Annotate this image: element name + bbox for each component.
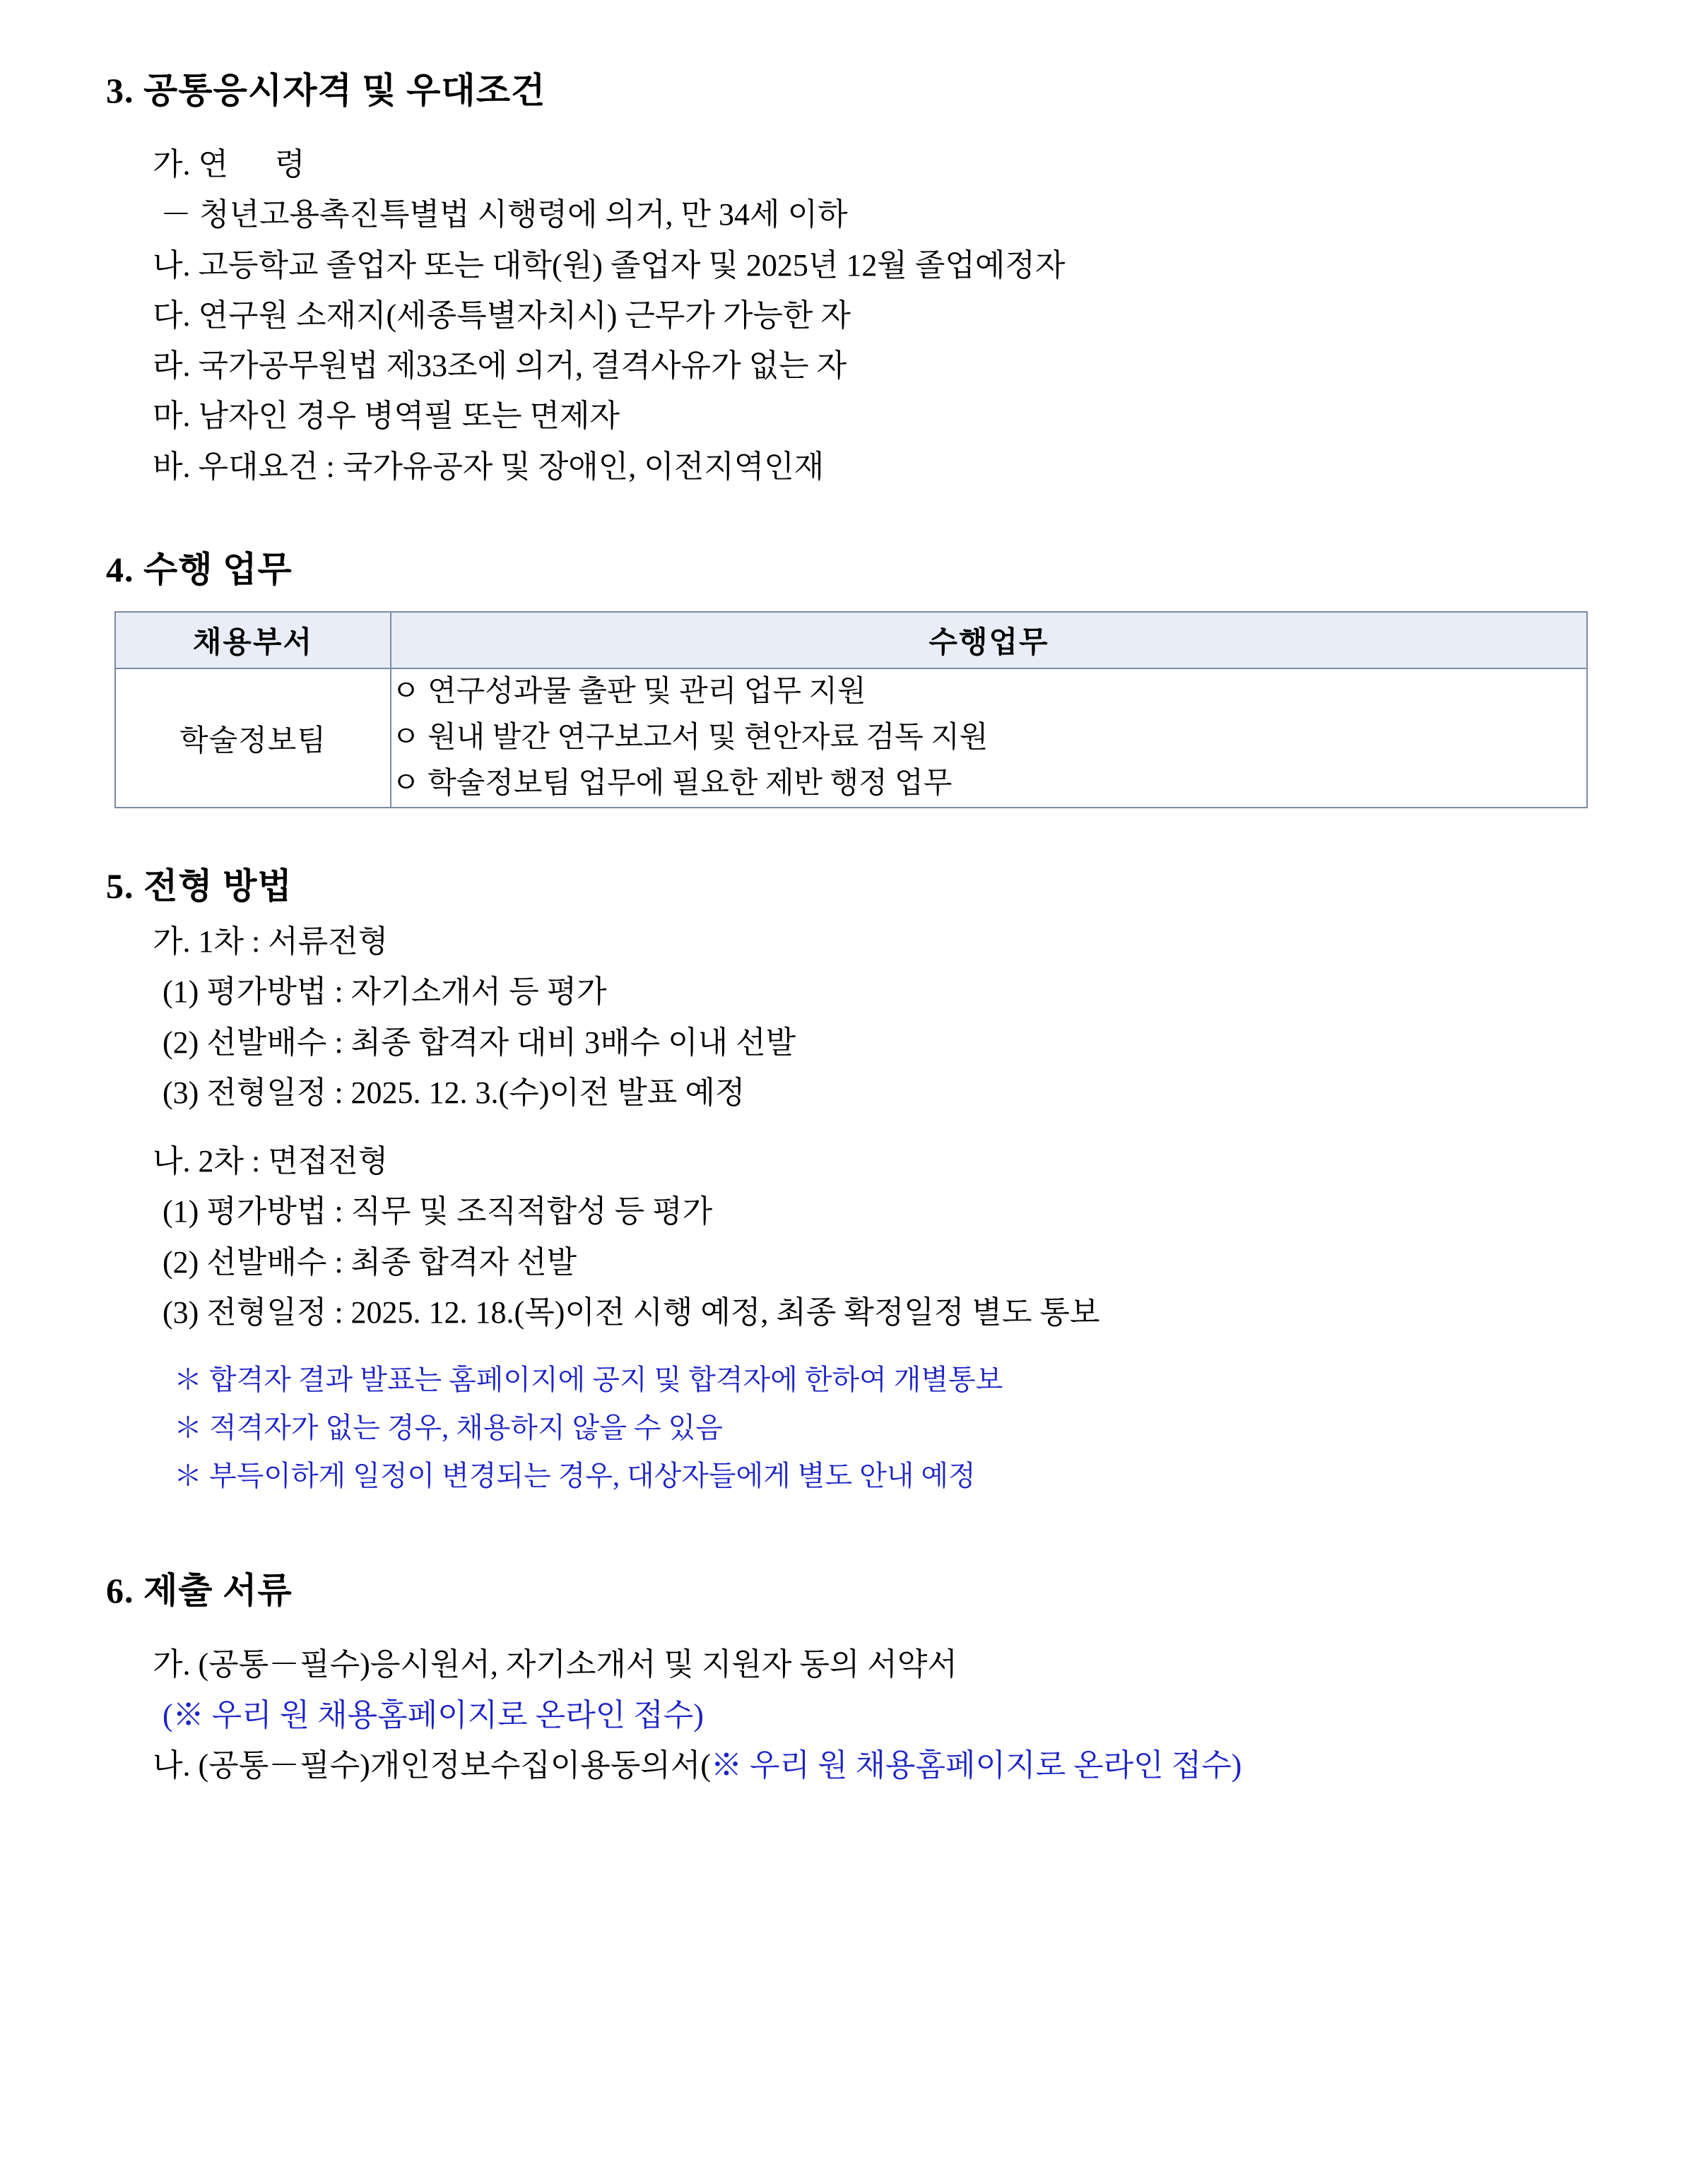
documents-line-3-blue: ※ 우리 원 채용홈페이지로 온라인 접수) [711,1747,1242,1783]
section-4-title: 수행 업무 [143,549,293,589]
section-3-item-2: 나. 고등학교 졸업자 또는 대학(원) 졸업자 및 2025년 12월 졸업예정자 [153,247,1066,283]
duty-item-2: ㅇ 학술정보팀 업무에 필요한 제반 행정 업무 [391,767,953,801]
spacer [106,121,1592,139]
duty-item-0: ㅇ 연구성과물 출판 및 관리 업무 지원 [391,675,866,708]
selection-note-2: ＊ 부득이하게 일정이 변경되는 경우, 대상자들에게 별도 안내 예정 [174,1460,976,1492]
table-header-row [115,612,1587,668]
section-3-title: 공통응시자격 및 우대조건 [143,71,546,110]
duty-item-1: ㅇ 원내 발간 연구보고서 및 현안자료 검독 지원 [391,721,989,754]
spacer [106,1118,1592,1136]
section-3-heading [106,68,1592,114]
section-3-number: 3. [106,71,134,110]
section-3-item-0: 가. 연 령 [153,147,305,182]
stage2-title: 나. 2차 : 면접전형 [153,1144,389,1179]
spacer [106,1621,1592,1639]
spacer [106,1338,1592,1356]
section-4 [106,547,1592,808]
table-header-duties: 수행업무 [391,612,1587,668]
documents-line-3 [106,1740,1592,1790]
section-6-heading [106,1568,1592,1614]
section-4-number: 4. [106,549,134,589]
section-3-item-4: 라. 국가공무원법 제33조에 의거, 결격사유가 없는 자 [153,348,847,384]
stage1-title: 가. 1차 : 서류전형 [153,924,389,960]
stage1-item-1: (2) 선발배수 : 최종 합격자 대비 3배수 이내 선발 [163,1025,796,1060]
section-5-number: 5. [106,866,134,907]
section-6-title: 제출 서류 [143,1571,293,1611]
section-5-heading [106,863,1592,909]
section-5-title: 전형 방법 [143,866,293,907]
stage2-item-1: (2) 선발배수 : 최종 합격자 선발 [163,1244,577,1280]
stage2-item-2: (3) 전형일정 : 2025. 12. 18.(목)이전 시행 예정, 최종 확정일정 별도 통보 [163,1295,1100,1330]
table-cell-duties [391,668,1587,808]
table-row [115,668,1587,808]
duty-table [114,611,1588,808]
section-3-item-3: 다. 연구원 소재지(세종특별자치시) 근무가 가능한 자 [153,297,851,333]
section-3-item-5: 마. 남자인 경우 병역필 또는 면제자 [153,399,620,434]
stage1-item-0: (1) 평가방법 : 자기소개서 등 평가 [163,974,607,1010]
documents-line-1: 가. (공통－필수)응시원서, 자기소개서 및 지원자 동의 서약서 [153,1647,957,1682]
table-header-department: 채용부서 [115,612,391,668]
selection-note-0: ＊ 합격자 결과 발표는 홈페이지에 공지 및 합격자에 한하여 개별통보 [174,1364,1003,1396]
section-3-item-1: － 청년고용촉진특별법 시행령에 의거, 만 34세 이하 [153,197,848,232]
spacer [106,492,1592,547]
documents-line-2: (※ 우리 원 채용홈페이지로 온라인 접수) [163,1697,704,1733]
documents-line-3-prefix: 나. (공통－필수)개인정보수집이용동의서( [153,1747,712,1783]
selection-note-1: ＊ 적격자가 없는 경우, 채용하지 않을 수 있음 [174,1412,723,1444]
spacer [106,1500,1592,1568]
table-cell-department: 학술정보팀 [115,668,391,808]
stage1-item-2: (3) 전형일정 : 2025. 12. 3.(수)이전 발표 예정 [163,1075,745,1110]
section-3 [106,68,1592,492]
section-6 [106,1568,1592,1790]
section-3-item-6: 바. 우대요건 : 국가유공자 및 장애인, 이전지역인재 [153,449,825,484]
spacer [106,808,1592,863]
stage2-item-0: (1) 평가방법 : 직무 및 조직적합성 등 평가 [163,1194,713,1229]
section-4-heading [106,547,1592,593]
section-5 [106,863,1592,1500]
section-6-number: 6. [106,1571,134,1611]
